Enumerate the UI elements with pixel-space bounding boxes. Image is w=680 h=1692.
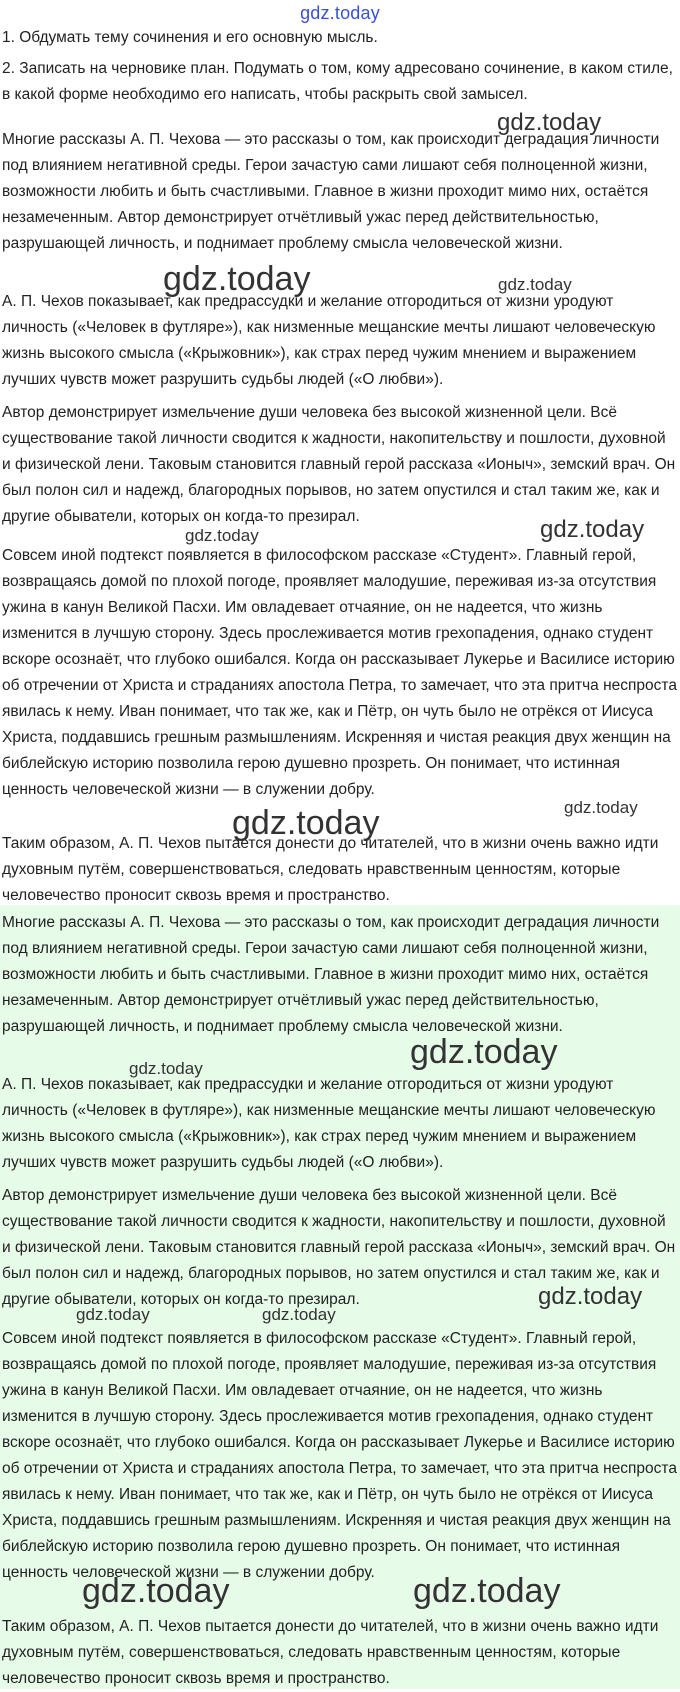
essay-paragraph-3: Автор демонстрирует измельчение души человека без высокой жизненной цели. Всё существование такой личности сводится к жадности, накопительству и пошлости, духовной и физической лени. Таковым становится главный герой рассказа «Ионыч», земский врач. Он был полон сил и надежд, благородных порывов, но затем опустился и стал таким же, как и другие обыватели, которых он когда-то презирал. xyxy=(2,404,676,525)
watermark: gdz.today xyxy=(540,516,645,543)
watermark: gdz.today xyxy=(564,798,638,817)
essay-paragraph-5: Таким образом, А. П. Чехов пытается донести до читателей, что в жизни очень важно идти духовным путём, совершенствоваться, следовать нравственным ценностям, которые человечество проносит сквозь время и пространство. xyxy=(2,835,659,904)
step-1: 1. Обдумать тему сочинения и его основную мысль. xyxy=(2,29,378,46)
watermark: gdz.today xyxy=(76,1305,150,1324)
essay-paragraph-4: Совсем иной подтекст появляется в философском рассказе «Студент». Главный герой, возвращаясь домой по плохой погоде, проявляет малодушие, переживая из-за отсутствия ужина в канун Великой Пасхи. Им овладевает отчаяние, он не надеется, что жизнь изменится в лучшую сторону. Здесь прослеживается мотив грехопадения, однако студент вскоре осознаёт, что глубоко ошибался. Когда он рассказывает Лукерье и Василисе историю об отречении от Христа и страданиях апостола Петра, то замечает, что эта притча неспроста явилась к нему. Иван понимает, что так же, как и Пётр, он чуть было не отрёкся от Иисуса Христа, поддавшись грешным размышлениям. Искренняя и чистая реакция двух женщин на библейскую историю позволила герою душевно прозреть. Он понимает, что истинная ценность человеческой жизни — в служении добру. xyxy=(2,547,677,798)
watermark: gdz.today xyxy=(262,1305,336,1324)
site-logo[interactable]: gdz.today xyxy=(300,3,380,23)
answer-highlight-block xyxy=(0,905,680,1689)
answer-paragraph-4: Совсем иной подтекст появляется в философском рассказе «Студент». Главный герой, возвращаясь домой по плохой погоде, проявляет малодушие, переживая из-за отсутствия ужина в канун Великой Пасхи. Им овладевает отчаяние, он не надеется, что жизнь изменится в лучшую сторону. Здесь прослеживается мотив грехопадения, однако студент вскоре осознаёт, что глубоко ошибался. Когда он рассказывает Лукерье и Василисе историю об отречении от Христа и страданиях апостола Петра, то замечает, что эта притча неспроста явилась к нему. Иван понимает, что так же, как и Пётр, он чуть было не отрёкся от Иисуса Христа, поддавшись грешным размышлениям. Искренняя и чистая реакция двух женщин на библейскую историю позволила герою душевно прозреть. Он понимает, что истинная ценность человеческой жизни — в служении добру. xyxy=(2,1330,677,1581)
watermark: gdz.today xyxy=(129,1059,203,1078)
watermark: gdz.today xyxy=(497,109,602,136)
essay-paragraph-2: А. П. Чехов показывает, как предрассудки и желание отгородиться от жизни уродуют личность («Человек в футляре»), как низменные мещанские мечты лишают человеческую жизнь высокого смысла («Крыжовник»), как страх перед чужим мнением и выражением лучших чувств может разрушить судьбы людей («О любви»). xyxy=(2,293,656,388)
watermark: gdz.today xyxy=(498,275,572,294)
answer-paragraph-3: Автор демонстрирует измельчение души человека без высокой жизненной цели. Всё существование такой личности сводится к жадности, накопительству и пошлости, духовной и физической лени. Таковым становится главный герой рассказа «Ионыч», земский врач. Он был полон сил и надежд, благородных порывов, но затем опустился и стал таким же, как и другие обыватели, которых он когда-то презирал. xyxy=(2,1187,676,1308)
step-2: 2. Записать на черновике план. Подумать о том, кому адресовано сочинение, в каком стиле, в какой форме необходимо его написать, чтобы раскрыть свой замысел. xyxy=(2,60,673,103)
watermark: gdz.today xyxy=(538,1283,643,1310)
watermark: gdz.today xyxy=(410,1033,558,1071)
watermark: gdz.today xyxy=(82,1572,230,1610)
answer-paragraph-2: А. П. Чехов показывает, как предрассудки и желание отгородиться от жизни уродуют личность («Человек в футляре»), как низменные мещанские мечты лишают человеческую жизнь высокого смысла («Крыжовник»), как страх перед чужим мнением и выражением лучших чувств может разрушить судьбы людей («О любви»). xyxy=(2,1076,656,1171)
answer-paragraph-5: Таким образом, А. П. Чехов пытается донести до читателей, что в жизни очень важно идти духовным путём, совершенствоваться, следовать нравственным ценностям, которые человечество проносит сквозь время и пространство. xyxy=(2,1618,659,1687)
watermark: gdz.today xyxy=(163,260,311,298)
watermark: gdz.today xyxy=(185,526,259,545)
watermark: gdz.today xyxy=(413,1572,561,1610)
answer-paragraph-1: Многие рассказы А. П. Чехова — это рассказы о том, как происходит деградация личности под влиянием негативной среды. Герои зачастую сами лишают себя полноценной жизни, возможности любить и быть счастливыми. Главное в жизни проходит мимо них, остаётся незамеченным. Автор демонстрирует отчётливый ужас перед действительностью, разрушающей личность, и поднимает проблему смысла человеческой жизни. xyxy=(2,914,660,1035)
watermark: gdz.today xyxy=(232,804,380,842)
essay-paragraph-1: Многие рассказы А. П. Чехова — это рассказы о том, как происходит деградация личности под влиянием негативной среды. Герои зачастую сами лишают себя полноценной жизни, возможности любить и быть счастливыми. Главное в жизни проходит мимо них, остаётся незамеченным. Автор демонстрирует отчётливый ужас перед действительностью, разрушающей личность, и поднимает проблему смысла человеческой жизни. xyxy=(2,131,660,252)
